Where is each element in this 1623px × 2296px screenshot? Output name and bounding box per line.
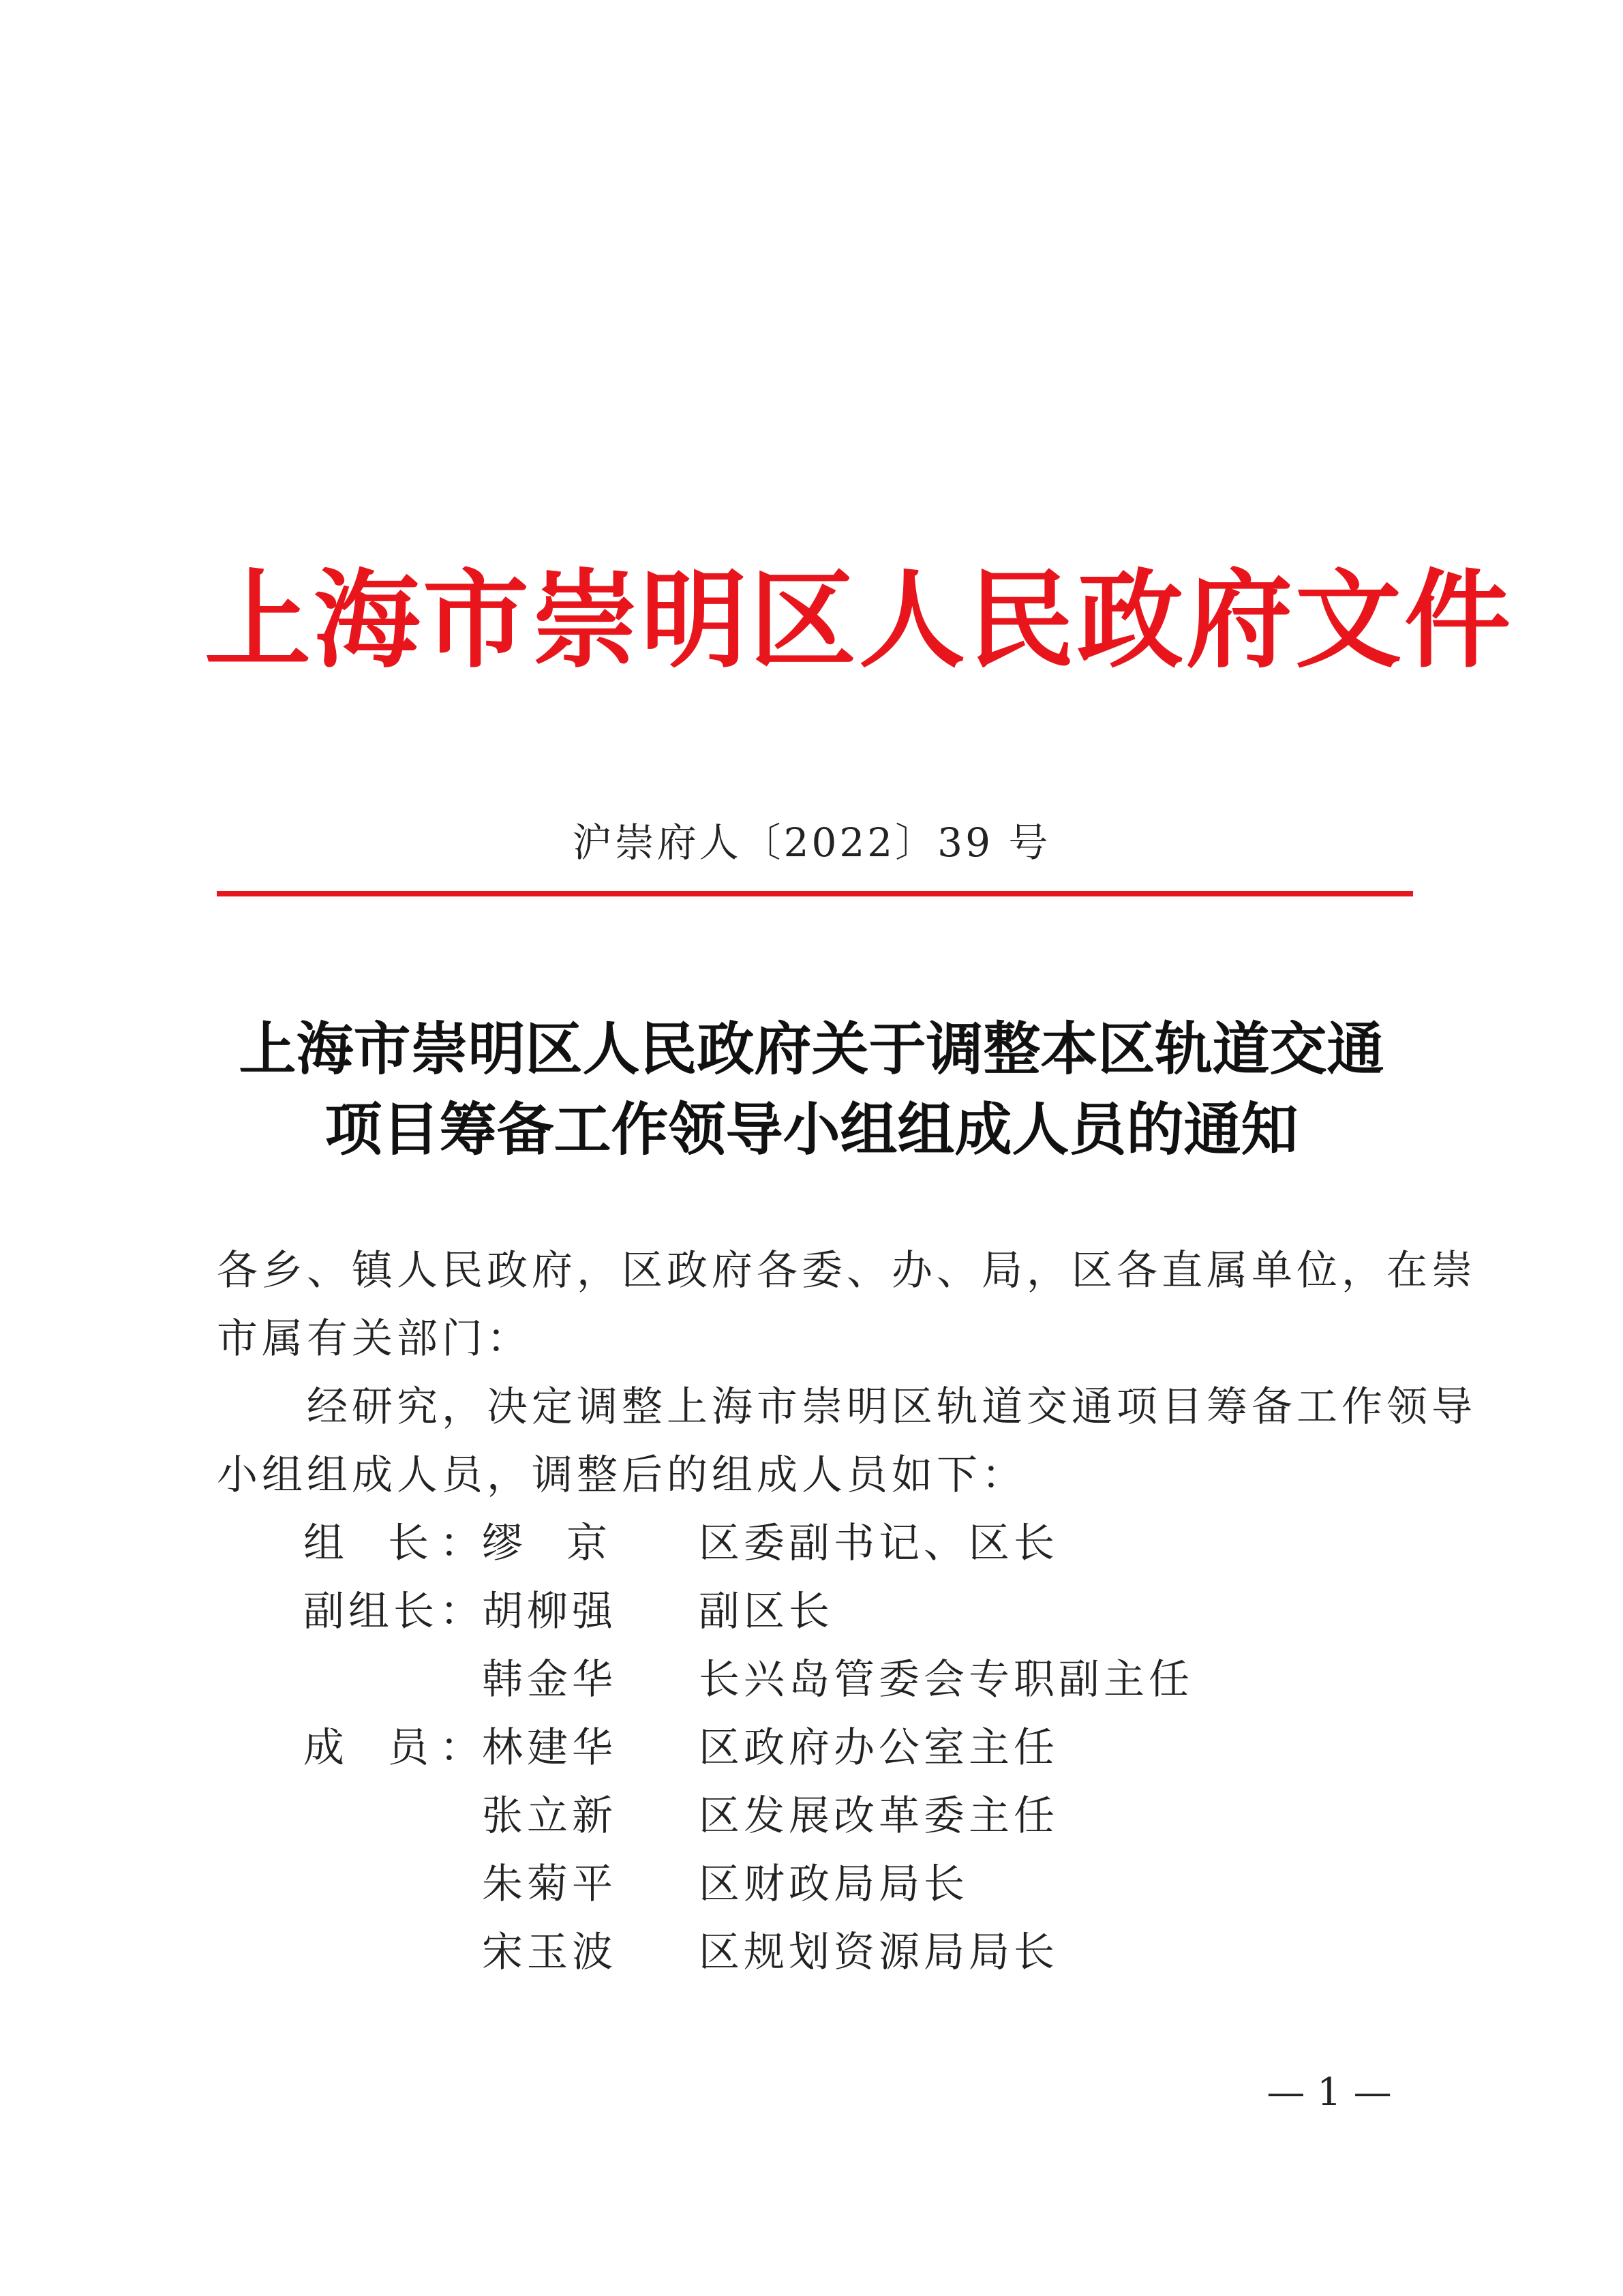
page-number: — 1 —	[1266, 2070, 1392, 2115]
member-row	[303, 1918, 1408, 1987]
decision-line-2: 小组组成人员，调整后的组成人员如下：	[217, 1451, 1027, 1499]
member-name: 朱菊平	[482, 1860, 617, 1908]
member-row	[303, 1646, 1408, 1714]
recipients-line-2: 市属有关部门：	[217, 1315, 532, 1363]
member-row	[303, 1714, 1408, 1782]
member-role: 成员	[303, 1724, 433, 1772]
member-title: 长兴岛管委会专职副主任	[699, 1656, 1194, 1704]
member-row	[303, 1850, 1408, 1918]
member-title: 区财政局局长	[699, 1860, 969, 1908]
notice-title-line-1: 上海市崇明区人民政府关于调整本区轨道交通	[239, 1015, 1384, 1083]
member-name: 宋玉波	[482, 1929, 617, 1976]
notice-title-line-2: 项目筹备工作领导小组组成人员的通知	[324, 1096, 1299, 1163]
member-title: 副区长	[699, 1588, 834, 1635]
member-colon: ：	[440, 1588, 485, 1635]
red-separator-rule	[217, 891, 1413, 896]
member-colon: ：	[440, 1520, 485, 1567]
member-role: 组长	[303, 1520, 433, 1567]
member-name: 胡柳强	[482, 1588, 617, 1635]
document-number: 沪崇府人〔2022〕39 号	[572, 819, 1051, 866]
decision-line-1: 经研究，决定调整上海市崇明区轨道交通项目筹备工作领导	[217, 1383, 1476, 1431]
member-title: 区政府办公室主任	[699, 1724, 1059, 1772]
member-row	[303, 1509, 1408, 1577]
document-masthead: 上海市崇明区人民政府文件	[204, 558, 1513, 682]
member-row	[303, 1782, 1408, 1850]
member-name: 韩金华	[482, 1656, 617, 1704]
recipients-paragraph	[217, 1237, 1476, 1373]
member-title: 区委副书记、区长	[699, 1520, 1059, 1567]
member-role: 副组长	[303, 1588, 438, 1635]
member-title: 区发展改革委主任	[699, 1792, 1059, 1840]
member-colon: ：	[440, 1724, 485, 1772]
recipients-line-1: 各乡、镇人民政府，区政府各委、办、局，区各直属单位，在崇	[217, 1247, 1476, 1295]
decision-paragraph	[217, 1373, 1476, 1509]
member-name: 林建华	[482, 1724, 617, 1772]
notice-title	[204, 1009, 1419, 1170]
member-list	[303, 1509, 1408, 1987]
member-name: 张立新	[482, 1792, 617, 1840]
member-name: 缪京	[482, 1520, 611, 1567]
member-row	[303, 1577, 1408, 1646]
member-title: 区规划资源局局长	[699, 1929, 1059, 1976]
